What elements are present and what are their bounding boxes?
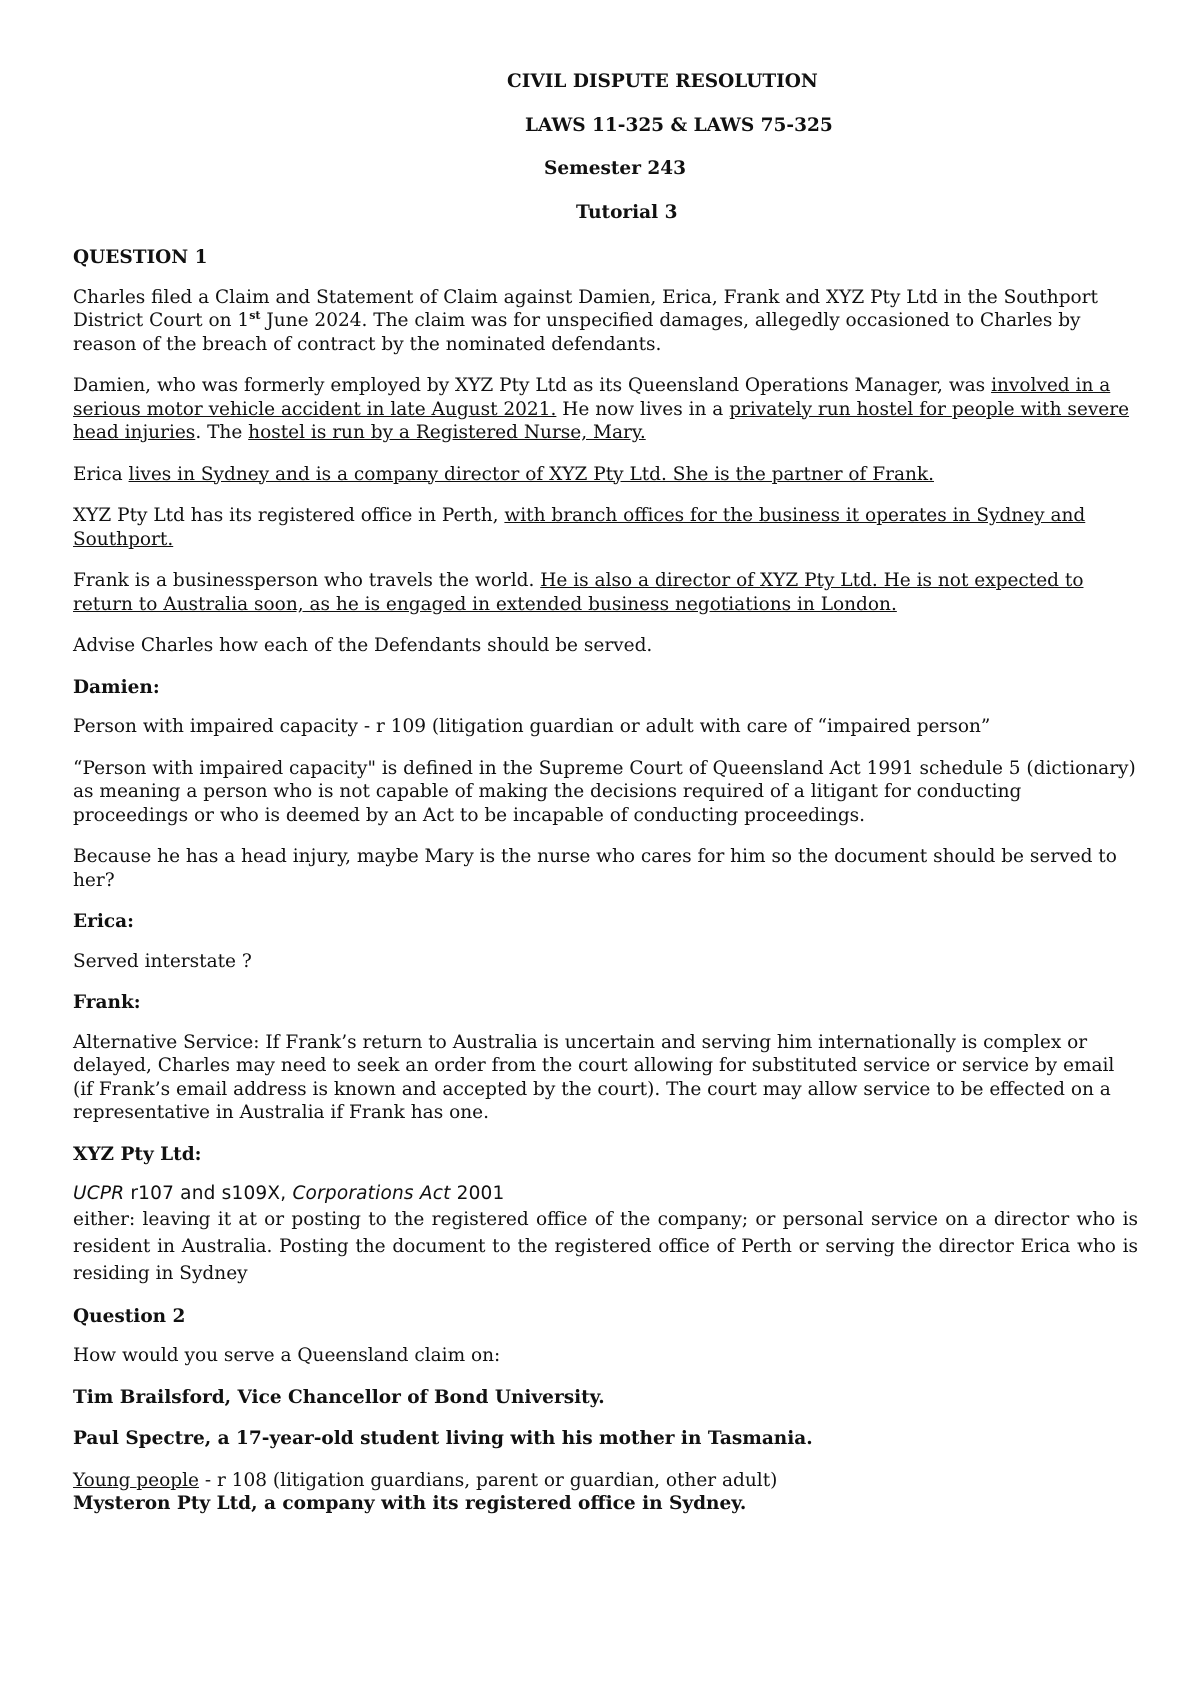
- damien-heading: Damien:: [73, 676, 160, 698]
- question-1-heading: QUESTION 1: [73, 247, 208, 268]
- q1-p3-underline: lives in Sydney and is a company director of XYZ Pty Ltd. She is the partner of Frank.: [128, 463, 934, 485]
- tutorial-label: Tutorial 3: [576, 201, 678, 223]
- q2-young-people-rest: - r 108 (litigation guardians, parent or guardian, other adult): [198, 1469, 778, 1491]
- q1-p2-text-b: He now lives in a: [556, 398, 730, 420]
- damien-paragraph-3: Because he has a head injury, maybe Mary is the nurse who cares for him so the document should be served to her?: [73, 846, 1117, 891]
- damien-paragraph-2: “Person with impaired capacity" is defined in the Supreme Court of Queensland Act 1991 schedule 5 (dictionary) as meaning a person who is not capable of making the decisions required of a litigant for conducting proceedings or who is deemed by an Act to be incapable of conducting proceedings.: [73, 757, 1136, 826]
- erica-paragraph-1: Served interstate ?: [73, 950, 252, 972]
- question-2-heading: Question 2: [73, 1305, 186, 1327]
- q2-item-mysteron: Mysteron Pty Ltd, a company with its registered office in Sydney.: [73, 1493, 747, 1514]
- q1-paragraph-frank: [73, 569, 1138, 616]
- q1-paragraph-claim: [73, 286, 1138, 357]
- q1-p1-superscript: st: [249, 308, 261, 322]
- q1-p2-underline-2: privately run hostel for people with severe head injuries: [73, 398, 1130, 443]
- xyz-ucpr: UCPR: [73, 1183, 125, 1204]
- xyz-act-name: Corporations Act: [292, 1183, 451, 1204]
- course-code: LAWS 11-325 & LAWS 75-325: [525, 114, 833, 136]
- damien-paragraph-1: Person with impaired capacity - r 109 (litigation guardian or adult with care of “impaired person”: [73, 716, 991, 737]
- q2-item-paul-spectre: Paul Spectre, a 17-year-old student living with his mother in Tasmania.: [73, 1428, 813, 1449]
- q1-p2-underline-1: involved in a serious motor vehicle accident in late August 2021.: [73, 375, 1111, 420]
- frank-heading: Frank:: [73, 992, 141, 1013]
- q1-p4-underline: with branch offices for the business it operates in Sydney and Southport.: [73, 505, 1086, 550]
- semester-label: Semester 243: [544, 158, 687, 179]
- q1-paragraph-damien: [73, 374, 1138, 445]
- q1-p1-text-a: Charles filed a Claim and Statement of Claim against Damien, Erica, Frank and XYZ Pty Ltd in the Southport District Court on 1: [73, 286, 1098, 331]
- document-title: CIVIL DISPUTE RESOLUTION: [507, 71, 818, 92]
- q2-paragraph-intro: How would you serve a Queensland claim on:: [73, 1345, 501, 1366]
- q1-paragraph-xyz: [73, 504, 1138, 551]
- q2-item-tim-brailsford: Tim Brailsford, Vice Chancellor of Bond University.: [73, 1386, 605, 1408]
- q1-p5-underline: He is also a director of XYZ Pty Ltd. He is not expected to return to Australia soon, as he is engaged in extended business negotiations in London.: [73, 570, 1084, 615]
- xyz-legislation-reference: [73, 1182, 1138, 1206]
- document-page: [73, 70, 1138, 1534]
- q2-young-people-underline: Young people: [73, 1469, 199, 1491]
- q1-paragraph-advise: Advise Charles how each of the Defendants should be served.: [73, 635, 653, 656]
- q1-p5-text-a: Frank is a businessperson who travels the world.: [73, 570, 541, 591]
- q1-p2-underline-3: hostel is run by a Registered Nurse, Mary.: [248, 422, 646, 443]
- q1-p2-text-c: . The: [195, 422, 249, 443]
- xyz-heading: XYZ Pty Ltd:: [73, 1143, 202, 1165]
- frank-paragraph-1: Alternative Service: If Frank’s return to Australia is uncertain and serving him internationally is complex or delayed, Charles may need to seek an order from the court allowing for substituted service or service by email (if Frank’s email address is known and accepted by the court). The court may allow service to be effected on a representative in Australia if Frank has one.: [73, 1031, 1115, 1123]
- xyz-act-year: 2001: [450, 1183, 505, 1204]
- q2-young-people-note: [73, 1469, 1138, 1493]
- xyz-ref-mid: r107 and s109X,: [124, 1183, 293, 1204]
- q1-p2-text-a: Damien, who was formerly employed by XYZ Pty Ltd as its Queensland Operations Manager, was: [73, 375, 992, 396]
- q1-p4-text-a: XYZ Pty Ltd has its registered office in Perth,: [73, 505, 505, 526]
- xyz-paragraph-1: either: leaving it at or posting to the registered office of the company; or personal service on a director who is resident in Australia. Posting the document to the registered office of Perth or serving the director Erica who is residing in Sydney: [73, 1208, 1138, 1284]
- q1-p3-text-a: Erica: [73, 463, 129, 485]
- erica-heading: Erica:: [73, 911, 134, 932]
- q1-paragraph-erica: [73, 463, 1138, 487]
- q1-p1-text-b: June 2024. The claim was for unspecified damages, allegedly occasioned to Charles by reason of the breach of contract by the nominated defendants.: [73, 310, 1081, 355]
